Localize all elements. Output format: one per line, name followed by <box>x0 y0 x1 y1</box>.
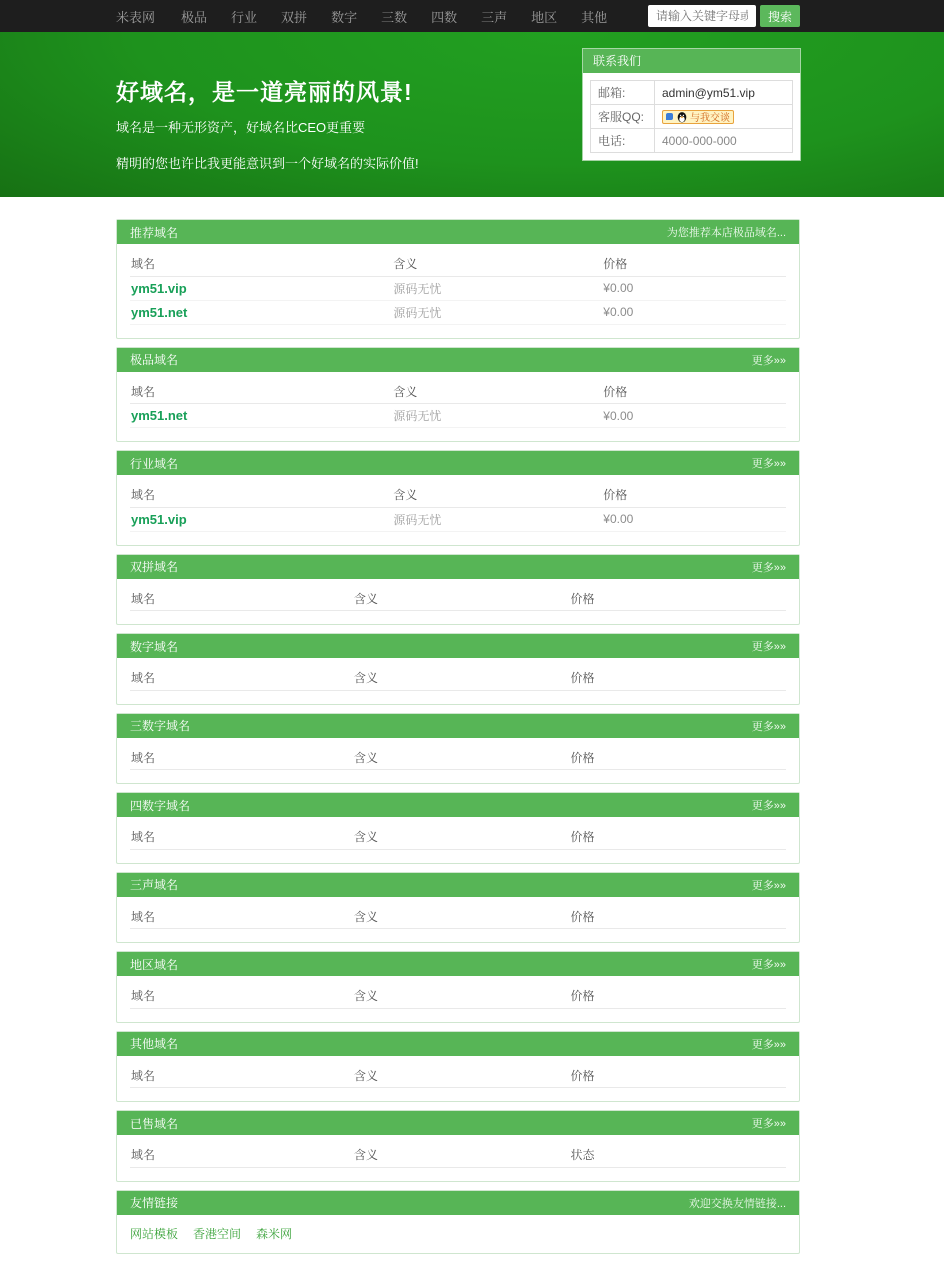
column-header: 含义 <box>392 252 602 276</box>
column-header: 含义 <box>353 666 569 690</box>
domain-table <box>130 483 786 532</box>
panel-header <box>117 220 799 244</box>
qq-badge-label: 与我交谈 <box>690 113 730 125</box>
panel-header <box>117 1111 799 1135</box>
column-header: 价格 <box>602 483 786 507</box>
phone-value: 4000-000-000 <box>655 129 793 153</box>
column-header: 价格 <box>602 380 786 404</box>
column-header: 价格 <box>570 1064 787 1088</box>
table-header-row <box>130 825 786 849</box>
table-header-row <box>130 1064 786 1088</box>
domain-table <box>130 587 786 612</box>
contact-table <box>590 80 793 153</box>
contact-row-qq <box>591 105 793 129</box>
hero-inner <box>116 32 800 197</box>
panel-header <box>117 1032 799 1056</box>
nav-item-1[interactable]: 极品 <box>181 9 208 25</box>
search-input[interactable] <box>648 5 756 27</box>
domain-link[interactable]: ym51.vip <box>131 280 187 296</box>
friend-link-2[interactable]: 香港空间 <box>193 1226 242 1241</box>
nav-item-9[interactable]: 其他 <box>581 9 608 25</box>
column-header: 域名 <box>130 905 353 929</box>
panel-4 <box>116 554 800 626</box>
panel-more-link[interactable]: 更多»» <box>751 720 786 733</box>
panel-11 <box>116 1110 800 1182</box>
panel-5 <box>116 633 800 705</box>
column-header: 含义 <box>392 380 602 404</box>
panel-header <box>117 793 799 817</box>
hero-subtitle-2: 精明的您也许比我更能意识到一个好域名的实际价值! <box>116 156 419 171</box>
panel-title: 极品域名 <box>130 353 179 367</box>
panel-header <box>117 348 799 372</box>
email-value: admin@ym51.vip <box>655 81 793 105</box>
table-header-row <box>130 483 786 507</box>
table-header-row <box>130 666 786 690</box>
panel-1 <box>116 219 800 339</box>
panel-2 <box>116 347 800 443</box>
friend-link-3[interactable]: 森米网 <box>256 1226 293 1241</box>
chat-bubble-icon <box>666 113 673 120</box>
qq-chat-badge[interactable] <box>662 110 734 124</box>
column-header: 域名 <box>130 1143 353 1167</box>
domain-link[interactable]: ym51.net <box>131 408 188 423</box>
qq-label: 客服QQ: <box>591 105 655 129</box>
table-header-row <box>130 746 786 770</box>
column-header: 价格 <box>570 746 787 770</box>
panel-8 <box>116 872 800 944</box>
column-header: 含义 <box>353 905 569 929</box>
panel-title: 三声域名 <box>130 878 179 892</box>
column-header: 含义 <box>392 483 602 507</box>
panel-body <box>117 976 799 1022</box>
column-header: 域名 <box>130 666 353 690</box>
nav-item-3[interactable]: 双拼 <box>281 9 308 25</box>
panel-note: 为您推荐本店极品域名... <box>666 227 786 239</box>
panel-more-link[interactable]: 更多»» <box>751 959 786 971</box>
panel-note: 欢迎交换友情链接... <box>688 1197 786 1210</box>
domain-link[interactable]: ym51.net <box>131 304 188 320</box>
column-header: 含义 <box>353 1064 569 1088</box>
panel-title: 双拼域名 <box>130 560 179 574</box>
panel-body <box>117 897 799 943</box>
panel-9 <box>116 951 800 1023</box>
column-header: 含义 <box>353 825 569 849</box>
domain-table <box>130 252 786 325</box>
column-header: 价格 <box>570 984 787 1008</box>
qq-penguin-icon <box>676 111 688 123</box>
panel-header <box>117 714 799 738</box>
contact-row-email <box>591 81 793 105</box>
domain-price: ¥0.00 <box>602 404 786 428</box>
nav-item-7[interactable]: 三声 <box>481 9 508 25</box>
top-navbar <box>0 0 944 32</box>
navbar-inner <box>116 0 800 32</box>
panel-list <box>116 219 800 1182</box>
column-header: 域名 <box>130 252 392 276</box>
panel-more-link[interactable]: 更多»» <box>751 354 786 367</box>
friend-links-row <box>117 1215 799 1253</box>
domain-price: ¥0.00 <box>602 507 786 531</box>
table-row <box>130 276 786 300</box>
panel-more-link[interactable]: 更多»» <box>751 879 786 892</box>
panel-body <box>117 579 799 625</box>
main-content <box>116 197 800 1272</box>
panel-more-link[interactable]: 更多»» <box>751 800 786 812</box>
email-label: 邮箱: <box>591 81 655 105</box>
panel-title: 三数字域名 <box>130 719 191 733</box>
panel-6 <box>116 713 800 785</box>
panel-body <box>117 372 799 442</box>
column-header: 价格 <box>602 252 786 276</box>
panel-body <box>117 475 799 545</box>
domain-meaning: 源码无忧 <box>392 276 602 300</box>
panel-body <box>117 817 799 863</box>
brand-link[interactable]: 米表网 <box>116 9 156 25</box>
column-header: 状态 <box>570 1143 787 1167</box>
phone-label: 电话: <box>591 129 655 153</box>
panel-title: 地区域名 <box>130 957 179 972</box>
panel-10 <box>116 1031 800 1103</box>
nav-item-6[interactable]: 四数 <box>431 9 458 25</box>
hero-title: 好域名，是一道亮丽的风景! <box>116 79 413 105</box>
panel-3 <box>116 450 800 546</box>
domain-table <box>130 380 786 429</box>
domain-price: ¥0.00 <box>602 300 786 324</box>
domain-table <box>130 1064 786 1089</box>
panel-title: 其他域名 <box>130 1037 179 1051</box>
nav-item-8[interactable]: 地区 <box>531 9 558 25</box>
domain-meaning: 源码无忧 <box>392 300 602 324</box>
nav-items <box>169 7 619 26</box>
panel-more-link[interactable]: 更多»» <box>751 458 786 470</box>
panel-header <box>117 634 799 658</box>
column-header: 含义 <box>353 984 569 1008</box>
search-button[interactable]: 搜索 <box>760 5 800 27</box>
panel-title: 推荐域名 <box>130 225 179 240</box>
panel-header <box>117 873 799 897</box>
table-header-row <box>130 380 786 404</box>
domain-table <box>130 905 786 930</box>
domain-table <box>130 1143 786 1168</box>
panel-header <box>117 555 799 579</box>
domain-table <box>130 984 786 1009</box>
domain-price: ¥0.00 <box>602 276 786 300</box>
table-header-row <box>130 1143 786 1167</box>
table-row <box>130 404 786 428</box>
column-header: 域名 <box>130 825 353 849</box>
table-row <box>130 507 786 531</box>
domain-table <box>130 746 786 771</box>
table-header-row <box>130 587 786 611</box>
table-header-row <box>130 252 786 276</box>
panel-body <box>117 658 799 704</box>
panel-title: 数字域名 <box>130 639 179 654</box>
hero-banner <box>0 32 944 197</box>
panel-title: 已售域名 <box>130 1116 179 1131</box>
panel-header <box>117 1191 799 1215</box>
panel-7 <box>116 792 800 864</box>
column-header: 价格 <box>570 905 787 929</box>
panel-title: 行业域名 <box>130 456 179 471</box>
panel-header <box>117 952 799 976</box>
panel-header <box>117 451 799 475</box>
friend-link-1[interactable]: 网站模板 <box>130 1226 179 1241</box>
column-header: 域名 <box>130 483 392 507</box>
contact-row-phone <box>591 129 793 153</box>
column-header: 含义 <box>353 1143 569 1167</box>
domain-meaning: 源码无忧 <box>392 507 602 531</box>
column-header: 含义 <box>353 746 569 770</box>
domain-table <box>130 825 786 850</box>
nav-item-4[interactable]: 数字 <box>331 9 358 25</box>
panel-body <box>117 1135 799 1181</box>
contact-card-title: 联系我们 <box>583 49 800 73</box>
panel-title: 四数字域名 <box>130 798 191 813</box>
hero-subtitle-1: 域名是一种无形资产，好域名比CEO更重要 <box>116 120 366 135</box>
navbar-search <box>648 5 800 27</box>
panel-body <box>117 1056 799 1102</box>
column-header: 含义 <box>353 587 569 611</box>
column-header: 域名 <box>130 587 353 611</box>
column-header: 价格 <box>570 587 787 611</box>
nav-item-2[interactable]: 行业 <box>231 9 258 25</box>
table-row <box>130 300 786 324</box>
panel-more-link[interactable]: 更多»» <box>751 561 786 574</box>
nav-item-5[interactable]: 三数 <box>381 9 408 25</box>
column-header: 域名 <box>130 984 353 1008</box>
column-header: 域名 <box>130 380 392 404</box>
domain-link[interactable]: ym51.vip <box>131 511 187 527</box>
panel-more-link[interactable]: 更多»» <box>751 1038 786 1051</box>
table-header-row <box>130 984 786 1008</box>
table-header-row <box>130 905 786 929</box>
panel-friend-links <box>116 1190 800 1254</box>
panel-body <box>117 244 799 338</box>
panel-title: 友情链接 <box>130 1196 179 1210</box>
column-header: 价格 <box>570 825 787 849</box>
panel-more-link[interactable]: 更多»» <box>751 641 786 653</box>
panel-more-link[interactable]: 更多»» <box>751 1118 786 1130</box>
column-header: 域名 <box>130 1064 353 1088</box>
column-header: 价格 <box>570 666 787 690</box>
contact-card <box>583 49 800 160</box>
domain-meaning: 源码无忧 <box>392 404 602 428</box>
contact-card-body <box>583 73 800 160</box>
domain-table <box>130 666 786 691</box>
panel-body <box>117 738 799 784</box>
column-header: 域名 <box>130 746 353 770</box>
